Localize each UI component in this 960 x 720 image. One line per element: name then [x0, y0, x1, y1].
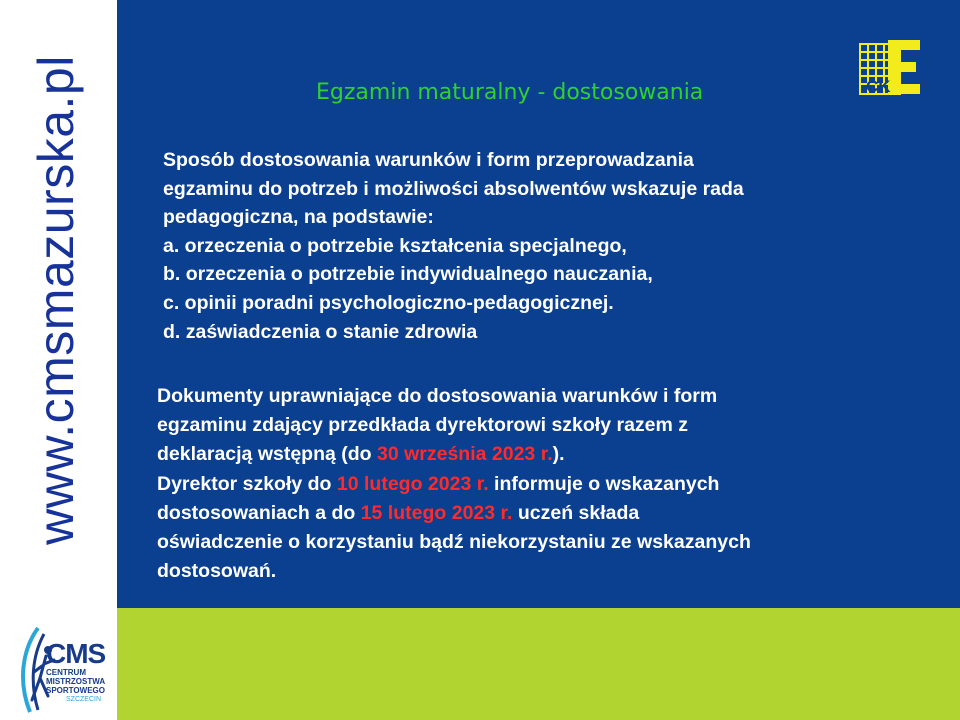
- ck-logo-letters: CK: [866, 77, 891, 96]
- cms-line3: SPORTOWEGO: [46, 686, 105, 695]
- text-line: dostosowań.: [157, 560, 277, 583]
- text-fragment: Dyrektor szkoły do: [157, 472, 337, 495]
- cms-abbr: CMS: [46, 638, 106, 669]
- slide-title: Egzamin maturalny - dostosowania: [316, 80, 704, 105]
- cms-line2: MISTRZOSTWA: [46, 677, 106, 686]
- list-item-a: a. orzeczenia o potrzebie kształcenia specjalnego,: [163, 234, 627, 257]
- text-line: egzaminu do potrzeb i możliwości absolwentów wskazuje rada: [163, 177, 744, 200]
- list-item-c: c. opinii poradni psychologiczno-pedagogicznej.: [163, 291, 614, 314]
- text-line: oświadczenie o korzystaniu bądź niekorzystaniu ze wskazanych: [157, 531, 751, 554]
- text-fragment: ).: [552, 443, 565, 466]
- deadline-date: 30 września 2023 r.: [377, 443, 553, 466]
- list-item-d: d. zaświadczenia o stanie zdrowia: [163, 320, 478, 343]
- site-url: www.cmsmazurska.pl: [28, 55, 85, 545]
- text-fragment: informuje o wskazanych: [488, 472, 720, 495]
- list-item-b: b. orzeczenia o potrzebie indywidualnego nauczania,: [163, 263, 653, 286]
- ck-logo: [858, 40, 922, 98]
- text-fragment: uczeń składa: [512, 501, 640, 524]
- text-line: [157, 499, 917, 528]
- vertical-url-text: [28, 40, 84, 560]
- conditions-paragraph: [163, 146, 903, 346]
- text-line: Sposób dostosowania warunków i form przeprowadzania: [163, 149, 694, 171]
- cms-line1: CENTRUM: [46, 668, 86, 677]
- deadline-date: 10 lutego 2023 r.: [336, 472, 489, 495]
- text-line: [157, 470, 917, 499]
- text-fragment: deklaracją wstępną (do: [157, 443, 377, 466]
- cms-logo: [46, 640, 105, 704]
- text-line: pedagogiczna, na podstawie:: [163, 206, 434, 229]
- slide-green-bar: [117, 608, 960, 720]
- text-fragment: dostosowaniach a do: [157, 501, 361, 524]
- text-line: [157, 440, 917, 469]
- documents-paragraph: [157, 382, 917, 586]
- text-line: Dokumenty uprawniające do dostosowania warunków i form: [157, 385, 718, 407]
- deadline-date: 15 lutego 2023 r.: [360, 501, 513, 524]
- cms-city: SZCZECIN: [66, 696, 101, 703]
- text-line: egzaminu zdający przedkłada dyrektorowi szkoły razem z: [157, 414, 689, 437]
